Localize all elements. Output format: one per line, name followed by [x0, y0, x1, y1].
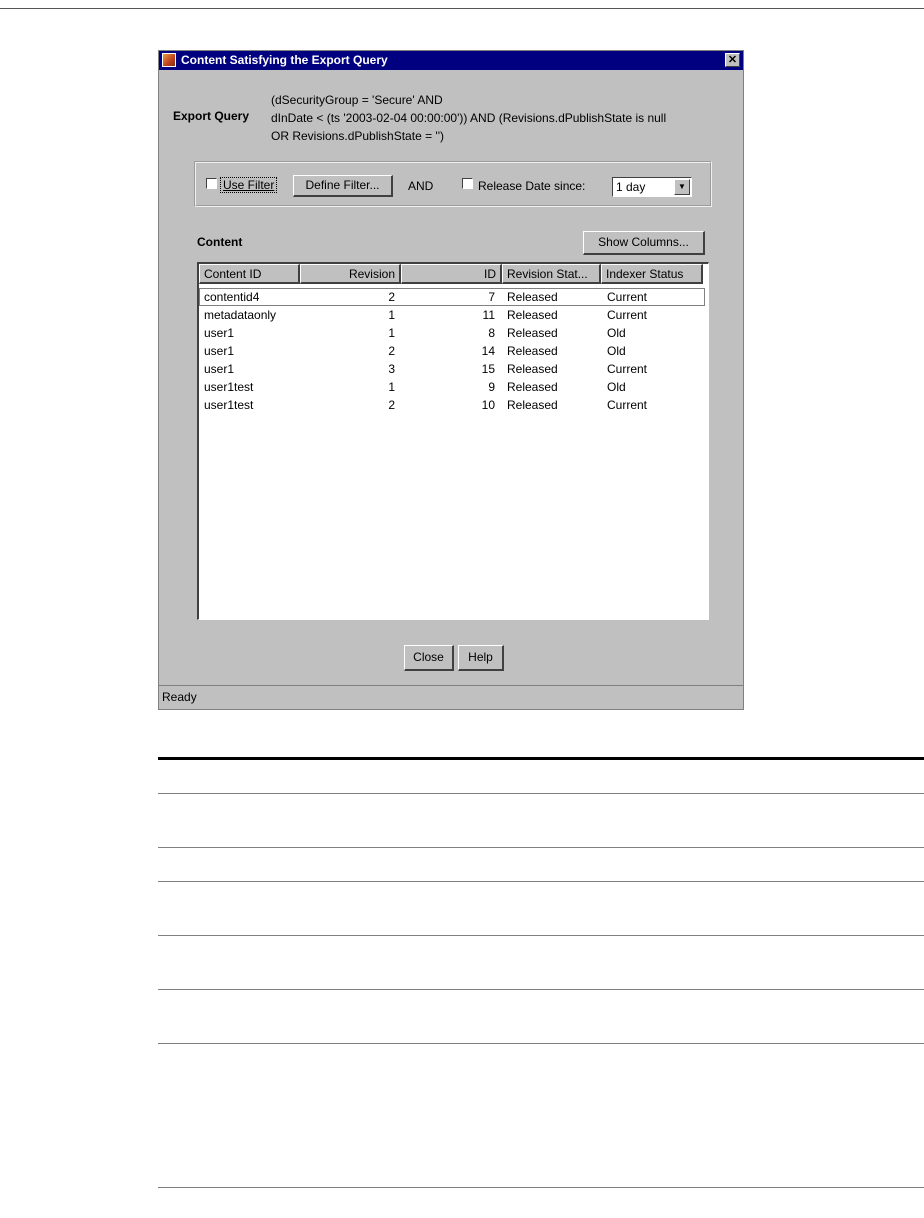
table-row[interactable]: [199, 288, 705, 306]
cell-revision-status: Released: [507, 362, 558, 376]
cell-indexer-status: Current: [607, 398, 648, 412]
release-date-label: Release Date since:: [478, 179, 586, 193]
cell-revision: 2: [388, 398, 395, 412]
query-line: OR Revisions.dPublishState = ''): [271, 129, 444, 143]
cell-indexer-status: Current: [607, 308, 648, 322]
close-button[interactable]: Close: [404, 645, 454, 671]
query-line: dInDate < (ts '2003-02-04 00:00:00')) AND (Revisions.dPublishState is null: [271, 111, 667, 125]
table-divider: [158, 1043, 924, 1044]
title-bar[interactable]: [159, 51, 743, 70]
cell-revision-status: Released: [507, 290, 558, 304]
cell-revision-status: Released: [507, 380, 558, 394]
export-query-text: [271, 91, 741, 145]
cell-indexer-status: Old: [607, 344, 626, 358]
close-icon[interactable]: ✕: [725, 53, 740, 67]
help-button[interactable]: Help: [458, 645, 504, 671]
cell-revision-status: Released: [507, 326, 558, 340]
column-header-id[interactable]: ID: [401, 264, 502, 284]
table-row[interactable]: [199, 360, 705, 378]
table-divider: [158, 881, 924, 882]
cell-id: 7: [488, 290, 495, 304]
release-date-select[interactable]: [612, 177, 692, 197]
table-row[interactable]: [199, 342, 705, 360]
cell-id: 8: [488, 326, 495, 340]
and-label: AND: [408, 179, 434, 193]
cell-revision: 3: [388, 362, 395, 376]
cell-content-id: user1test: [204, 380, 254, 394]
release-date-value: 1 day: [616, 180, 646, 194]
cell-content-id: user1: [204, 362, 235, 376]
table-divider: [158, 1187, 924, 1188]
cell-revision-status: Released: [507, 344, 558, 358]
define-filter-button[interactable]: Define Filter...: [293, 175, 393, 197]
cell-revision: 1: [388, 308, 395, 322]
table-top-rule: [158, 757, 924, 760]
table-row[interactable]: [199, 306, 705, 324]
cell-id: 9: [488, 380, 495, 394]
column-header-indexer-status[interactable]: Indexer Status: [601, 264, 703, 284]
table-row[interactable]: [199, 396, 705, 414]
content-table[interactable]: [197, 262, 709, 620]
export-query-label: Export Query: [173, 109, 250, 123]
cell-indexer-status: Current: [607, 290, 648, 304]
cell-id: 10: [481, 398, 495, 412]
column-header-content-id[interactable]: Content ID: [199, 264, 300, 284]
app-icon: [162, 53, 176, 67]
page-top-rule: [0, 8, 924, 9]
cell-revision: 2: [388, 344, 395, 358]
cell-indexer-status: Old: [607, 326, 626, 340]
cell-revision: 2: [388, 290, 395, 304]
cell-content-id: user1: [204, 344, 235, 358]
cell-id: 11: [482, 308, 495, 322]
cell-content-id: contentid4: [204, 290, 260, 304]
cell-revision-status: Released: [507, 398, 558, 412]
cell-content-id: metadataonly: [204, 308, 277, 322]
status-bar: [159, 685, 743, 709]
release-date-checkbox[interactable]: [462, 178, 473, 189]
cell-indexer-status: Current: [607, 362, 648, 376]
table-row[interactable]: [199, 378, 705, 396]
use-filter-checkbox[interactable]: [206, 178, 217, 189]
cell-id: 15: [481, 362, 495, 376]
cell-revision-status: Released: [507, 308, 558, 322]
table-divider: [158, 847, 924, 848]
cell-content-id: user1test: [204, 398, 254, 412]
cell-indexer-status: Old: [607, 380, 626, 394]
dialog-title: Content Satisfying the Export Query: [181, 53, 388, 67]
export-query-dialog: [158, 50, 744, 710]
cell-revision: 1: [388, 326, 395, 340]
table-row[interactable]: [199, 324, 705, 342]
column-header-revision[interactable]: Revision: [300, 264, 401, 284]
use-filter-label[interactable]: Use Filter: [220, 177, 277, 193]
table-divider: [158, 989, 924, 990]
filter-group: [194, 161, 712, 207]
show-columns-button[interactable]: Show Columns...: [583, 231, 705, 255]
query-line: (dSecurityGroup = 'Secure' AND: [271, 93, 443, 107]
chevron-down-icon[interactable]: ▼: [674, 179, 690, 195]
cell-content-id: user1: [204, 326, 235, 340]
table-divider: [158, 935, 924, 936]
status-text: Ready: [162, 690, 197, 704]
cell-id: 14: [481, 344, 495, 358]
cell-revision: 1: [388, 380, 395, 394]
table-divider: [158, 793, 924, 794]
content-label: Content: [197, 235, 243, 249]
column-header-revision-status[interactable]: Revision Stat...: [502, 264, 601, 284]
